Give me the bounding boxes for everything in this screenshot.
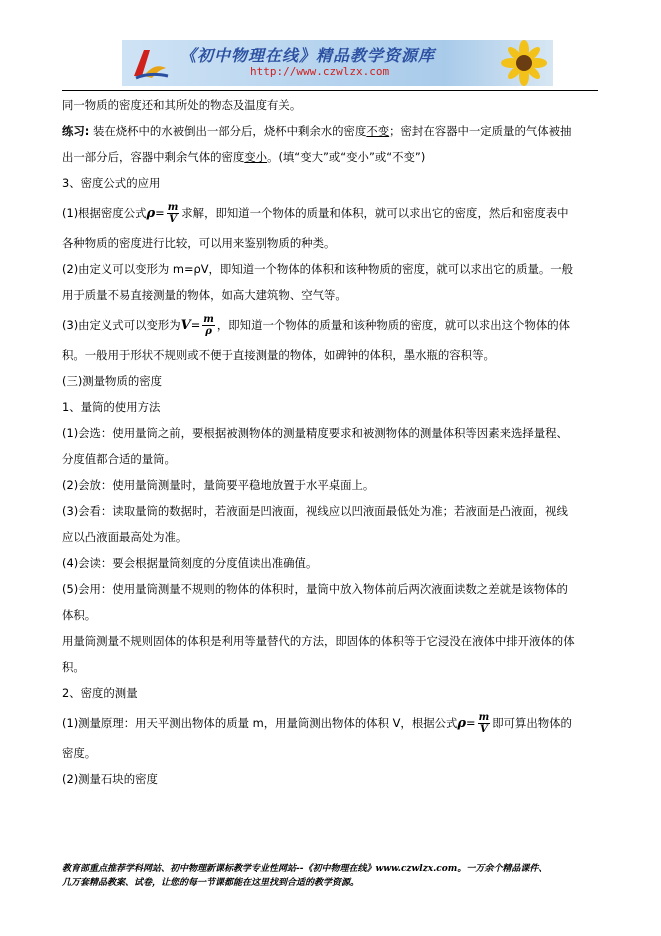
text-span: (1)根据密度公式 [62, 206, 147, 220]
equals-sign: = [466, 716, 476, 730]
paragraph-line: 积。一般用于形状不规则或不便于直接测量的物体，如碑钟的体积，墨水瓶的容积等。 [62, 348, 495, 362]
volume-fraction [202, 314, 215, 337]
page-footer [62, 862, 598, 890]
text-span: ；密封在容器中一定质量的气体被抽 [389, 124, 572, 138]
section-heading: 3、密度公式的应用 [62, 176, 161, 190]
exercise-line [62, 144, 598, 170]
text-span: 出一部分后，容器中剩余气体的密度 [62, 150, 245, 164]
header-rule [62, 90, 598, 91]
paragraph-line: 分度值都合适的量筒。 [62, 452, 176, 466]
banner-url[interactable]: http://www.czwlzx.com [250, 65, 390, 78]
density-fraction [478, 712, 491, 735]
volume-symbol: V [180, 318, 191, 333]
fraction-numerator: m [203, 314, 214, 325]
paragraph-line: (2)测量石块的密度 [62, 772, 158, 786]
footer-line: 教育部重点推荐学科网站、初中物理新课标教学专业性网站--《初中物理在线》www.czwlzx.com。一万余个精品课件、 [62, 864, 548, 874]
rho-symbol: ρ [457, 716, 467, 731]
text-span: (3)由定义式可以变形为 [62, 318, 181, 332]
document-body [62, 92, 598, 792]
paragraph-line: (2)由定义可以变形为 m=ρV，即知道一个物体的体积和该种物质的密度，就可以求出它的质量。一般 [62, 262, 574, 276]
section-heading: 2、密度的测量 [62, 686, 138, 700]
fraction-denominator: V [480, 724, 488, 735]
site-logo-icon [130, 46, 170, 82]
equals-sign: = [190, 318, 201, 332]
paragraph-line: 应以凸液面最高处为准。 [62, 530, 188, 544]
paragraph-line: (4)会读：要会根据量筒刻度的分度值读出准确值。 [62, 556, 318, 570]
paragraph-line: 用于质量不易直接测量的物体，如高大建筑物、空气等。 [62, 288, 347, 302]
text-span: (1)测量原理：用天平测出物体的质量 m，用量筒测出物体的体积 V，根据公式 [62, 716, 458, 730]
fraction-denominator: V [169, 214, 177, 225]
text-span: 。(填“变大”或“变小”或“不变”) [267, 150, 426, 164]
text-span: 求解，即知道一个物体的质量和体积，就可以求出它的密度，然后和密度表中 [181, 206, 569, 220]
density-fraction [167, 202, 180, 225]
paragraph-line: 积。 [62, 660, 85, 674]
paragraph-line: 各种物质的密度进行比较，可以用来鉴别物质的种类。 [62, 236, 336, 250]
formula-line [62, 706, 598, 740]
text-span: ，即知道一个物体的质量和该种物质的密度，就可以求出这个物体的体 [216, 318, 571, 332]
text-span: 装在烧杯中的水被倒出一部分后，烧杯中剩余水的密度 [89, 124, 367, 138]
equals-sign: = [155, 206, 165, 220]
paragraph-line: 用量筒测量不规则固体的体积是利用等量替代的方法，即固体的体积等于它浸没在液体中排开液体的体 [62, 634, 575, 648]
answer-blank: 变小 [244, 150, 268, 164]
footer-line: 几万套精品教案、试卷，让您的每一节课都能在这里找到合适的教学资源。 [62, 878, 360, 888]
section-heading: (三)测量物质的密度 [62, 374, 163, 388]
text-span: 即可算出物体的 [492, 716, 572, 730]
fraction-numerator: m [167, 202, 179, 213]
paragraph-line: 密度。 [62, 746, 97, 760]
exercise-line [62, 118, 598, 144]
paragraph-line: (1)会选：使用量筒之前，要根据被测物体的测量精度要求和被测物体的测量体积等因素来选择量程、 [62, 426, 568, 440]
header-banner [122, 40, 553, 86]
fraction-numerator: m [478, 712, 490, 723]
paragraph-line: 体积。 [62, 608, 97, 622]
paragraph-line: (2)会放：使用量筒测量时，量筒要平稳地放置于水平桌面上。 [62, 478, 375, 492]
formula-line [62, 196, 598, 230]
paragraph-line: 同一物质的密度还和其所处的物态及温度有关。 [62, 98, 302, 112]
sunflower-icon [495, 40, 553, 86]
paragraph-line: (3)会看：读取量筒的数据时，若液面是凹液面，视线应以凹液面最低处为准；若液面是凸液面，视线 [62, 504, 568, 518]
formula-line [62, 308, 598, 342]
fraction-denominator: ρ [205, 326, 212, 337]
section-heading: 1、量筒的使用方法 [62, 400, 161, 414]
answer-blank: 不变 [366, 124, 390, 138]
paragraph-line: (5)会用：使用量筒测量不规则的物体的体积时，量筒中放入物体前后两次液面读数之差就是该物体的 [62, 582, 568, 596]
banner-title: 《初中物理在线》精品教学资源库 [180, 46, 436, 65]
rho-symbol: ρ [146, 206, 156, 221]
exercise-label: 练习: [62, 124, 90, 138]
